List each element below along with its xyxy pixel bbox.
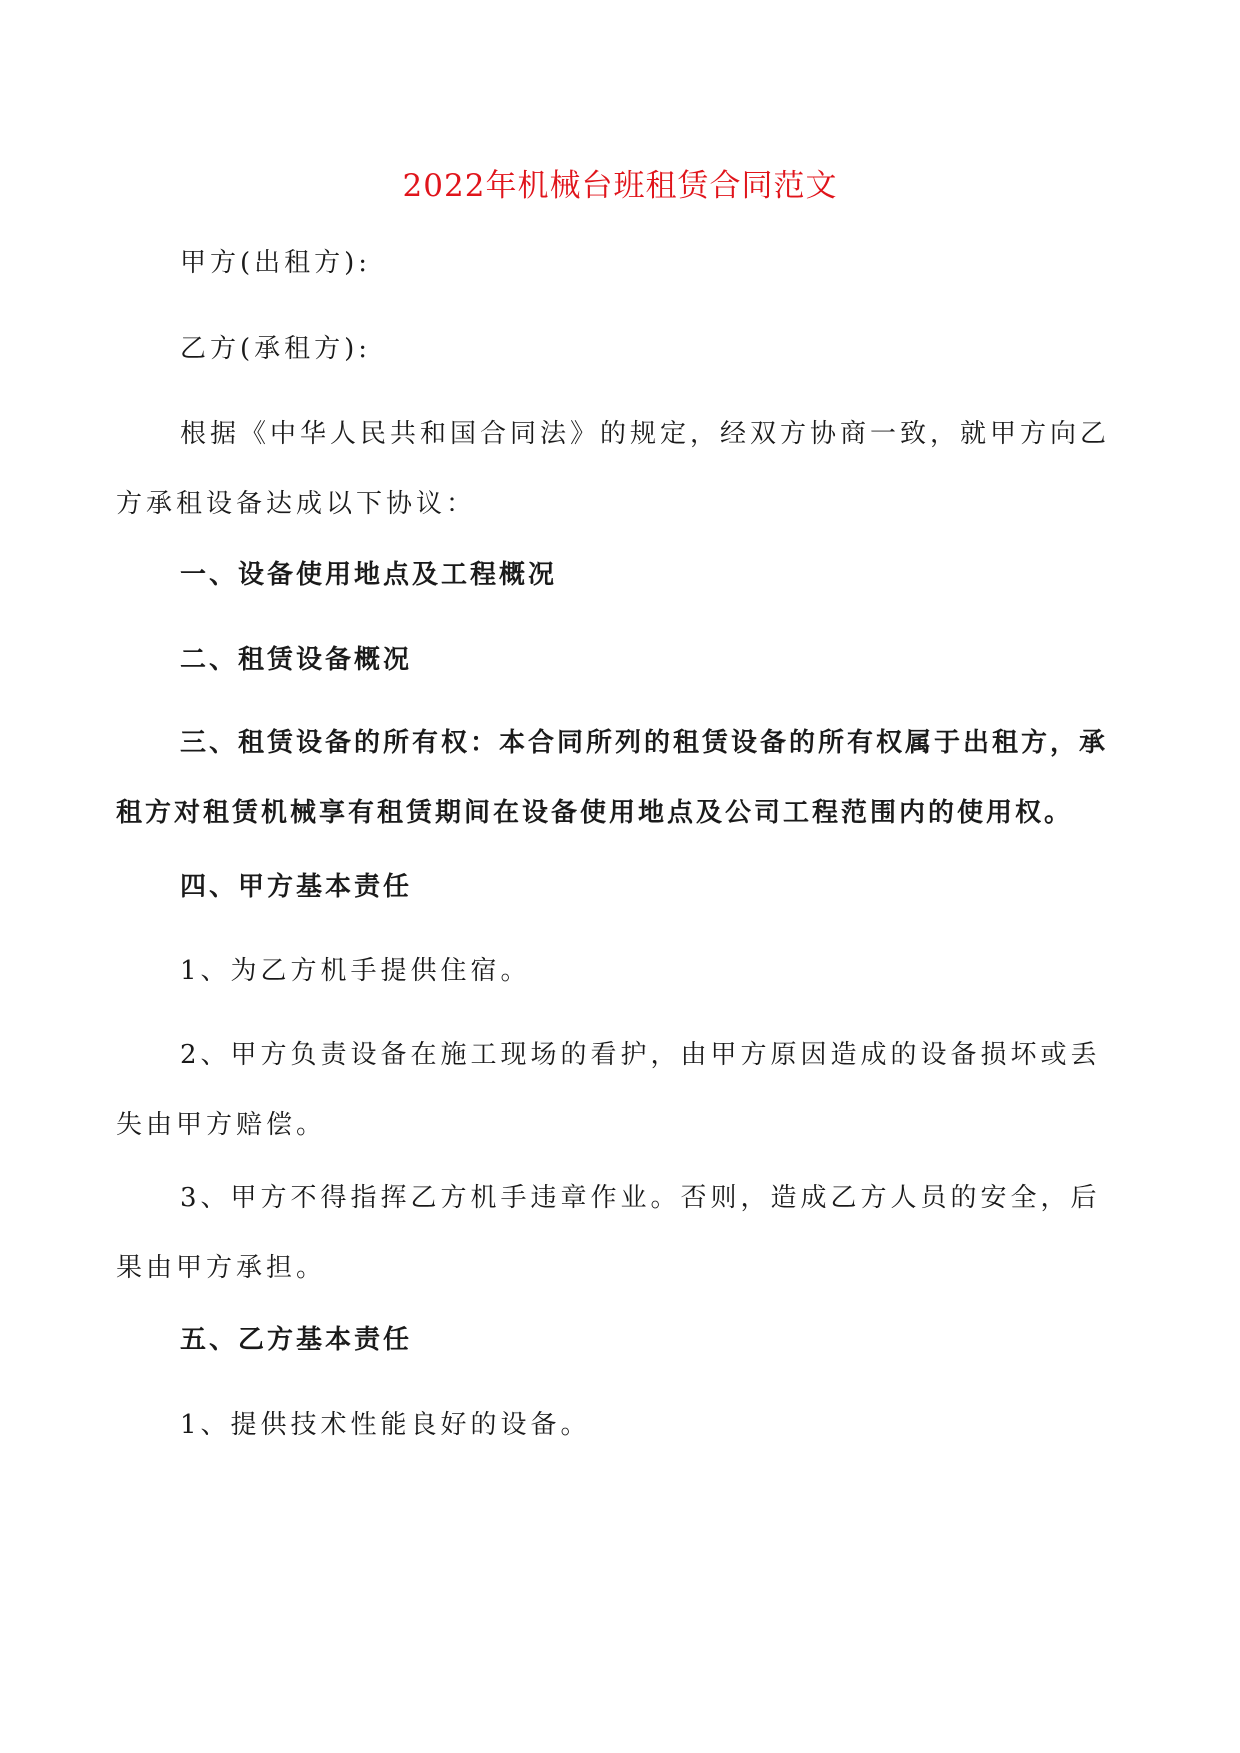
section-4-item-3: 3、甲方不得指挥乙方机手违章作业。否则，造成乙方人员的安全，后果由甲方承担。 <box>116 1183 1101 1283</box>
section-2-heading: 二、租赁设备概况 <box>180 645 413 675</box>
section-5-item-1: 1、提供技术性能良好的设备。 <box>180 1410 591 1440</box>
section-4-item-2: 2、甲方负责设备在施工现场的看护，由甲方原因造成的设备损坏或丢失由甲方赔偿。 <box>116 1040 1101 1140</box>
preamble-paragraph: 根据《中华人民共和国合同法》的规定，经双方协商一致，就甲方向乙方承租设备达成以下协议： <box>116 419 1111 519</box>
section-4-item-1: 1、为乙方机手提供住宿。 <box>180 956 531 986</box>
party-a-line: 甲方(出租方): <box>180 248 372 278</box>
section-1-heading: 一、设备使用地点及工程概况 <box>180 560 558 590</box>
document-title: 2022年机械台班租赁合同范文 <box>402 168 838 204</box>
section-4-heading: 四、甲方基本责任 <box>180 872 413 902</box>
section-3-paragraph: 三、租赁设备的所有权：本合同所列的租赁设备的所有权属于出租方，承租方对租赁机械享有租赁期间在设备使用地点及公司工程范围内的使用权。 <box>116 728 1109 828</box>
section-5-heading: 五、乙方基本责任 <box>180 1325 413 1355</box>
party-b-line: 乙方(承租方): <box>180 334 372 364</box>
